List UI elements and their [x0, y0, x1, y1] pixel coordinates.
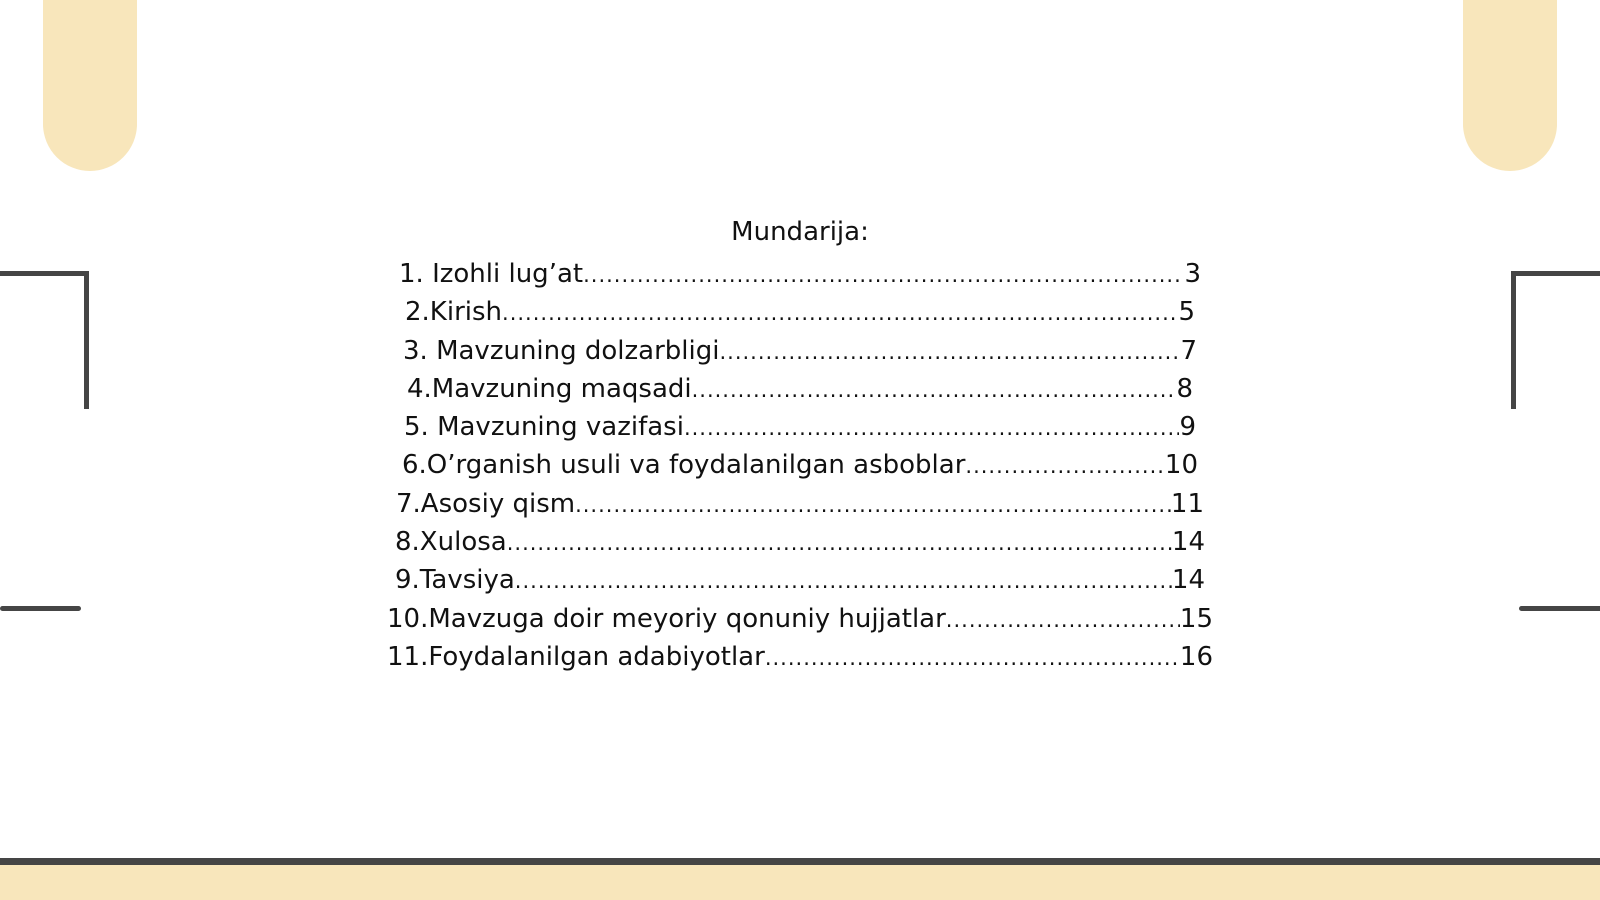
toc-entry	[404, 408, 1196, 446]
footer-divider	[0, 858, 1600, 865]
decor-pill-right	[1463, 0, 1557, 171]
decor-line-left	[0, 606, 81, 611]
toc-entry-label: 3. Mavzuning dolzarbligi	[403, 335, 720, 366]
toc-leader-dots	[575, 486, 1171, 524]
toc-leader-dots	[583, 256, 1184, 294]
toc-entry	[399, 255, 1201, 293]
toc-entry	[395, 523, 1205, 561]
toc-entry-label: 5. Mavzuning vazifasi	[404, 412, 684, 443]
toc-entry-label: 1. Izohli lug’at	[399, 259, 584, 289]
toc-leader-dots	[684, 409, 1180, 447]
toc-entry	[403, 332, 1197, 370]
toc-leader-dots	[502, 294, 1178, 332]
toc-leader-dots	[719, 333, 1180, 371]
toc-entry	[396, 485, 1204, 523]
toc-leader-dots	[692, 371, 1177, 409]
toc-entry-label: 7.Asosiy qism	[396, 488, 576, 519]
toc-entry-label: 4.Mavzuning maqsadi	[407, 373, 692, 404]
toc-entry	[405, 293, 1195, 331]
decor-bracket-right	[1511, 271, 1600, 409]
toc-leader-dots	[515, 562, 1172, 600]
decor-bracket-left	[0, 271, 89, 409]
toc-entry-label: 9.Tavsiya	[395, 565, 515, 596]
toc-entry-page: 15	[1179, 603, 1213, 634]
toc-entry-label: 8.Xulosa	[395, 527, 507, 558]
toc-entry	[407, 370, 1193, 408]
toc-entry-label: 11.Foydalanilgan adabiyotlar	[387, 641, 765, 672]
table-of-contents	[380, 209, 1220, 676]
toc-entry	[402, 446, 1198, 484]
toc-entry	[387, 600, 1213, 638]
toc-entry-page: 5	[1178, 297, 1195, 328]
decor-line-right	[1519, 606, 1600, 611]
toc-leader-dots	[946, 601, 1180, 639]
toc-entry-page: 14	[1171, 527, 1205, 558]
toc-entry	[395, 561, 1205, 599]
toc-entry-page: 7	[1180, 335, 1197, 366]
toc-entry-page: 11	[1170, 488, 1204, 519]
decor-pill-left	[43, 0, 137, 171]
toc-entry-label: 6.O’rganish usuli va foydalanilgan asboblar	[402, 450, 966, 481]
toc-entry-page: 9	[1179, 412, 1196, 443]
toc-entry	[387, 638, 1213, 676]
toc-entry-page: 8	[1176, 373, 1193, 404]
toc-leader-dots	[965, 447, 1165, 485]
footer-band	[0, 865, 1600, 900]
toc-entry-page: 10	[1164, 450, 1198, 481]
toc-entry-page: 16	[1179, 641, 1213, 672]
toc-title: Mundarija:	[731, 217, 869, 247]
toc-entry-page: 14	[1171, 565, 1205, 596]
toc-entry-page: 3	[1184, 259, 1201, 289]
toc-leader-dots	[765, 639, 1180, 677]
toc-leader-dots	[507, 524, 1172, 562]
toc-entry-label: 10.Mavzuga doir meyoriy qonuniy hujjatlar	[387, 603, 946, 634]
toc-entry-label: 2.Kirish	[405, 297, 503, 328]
